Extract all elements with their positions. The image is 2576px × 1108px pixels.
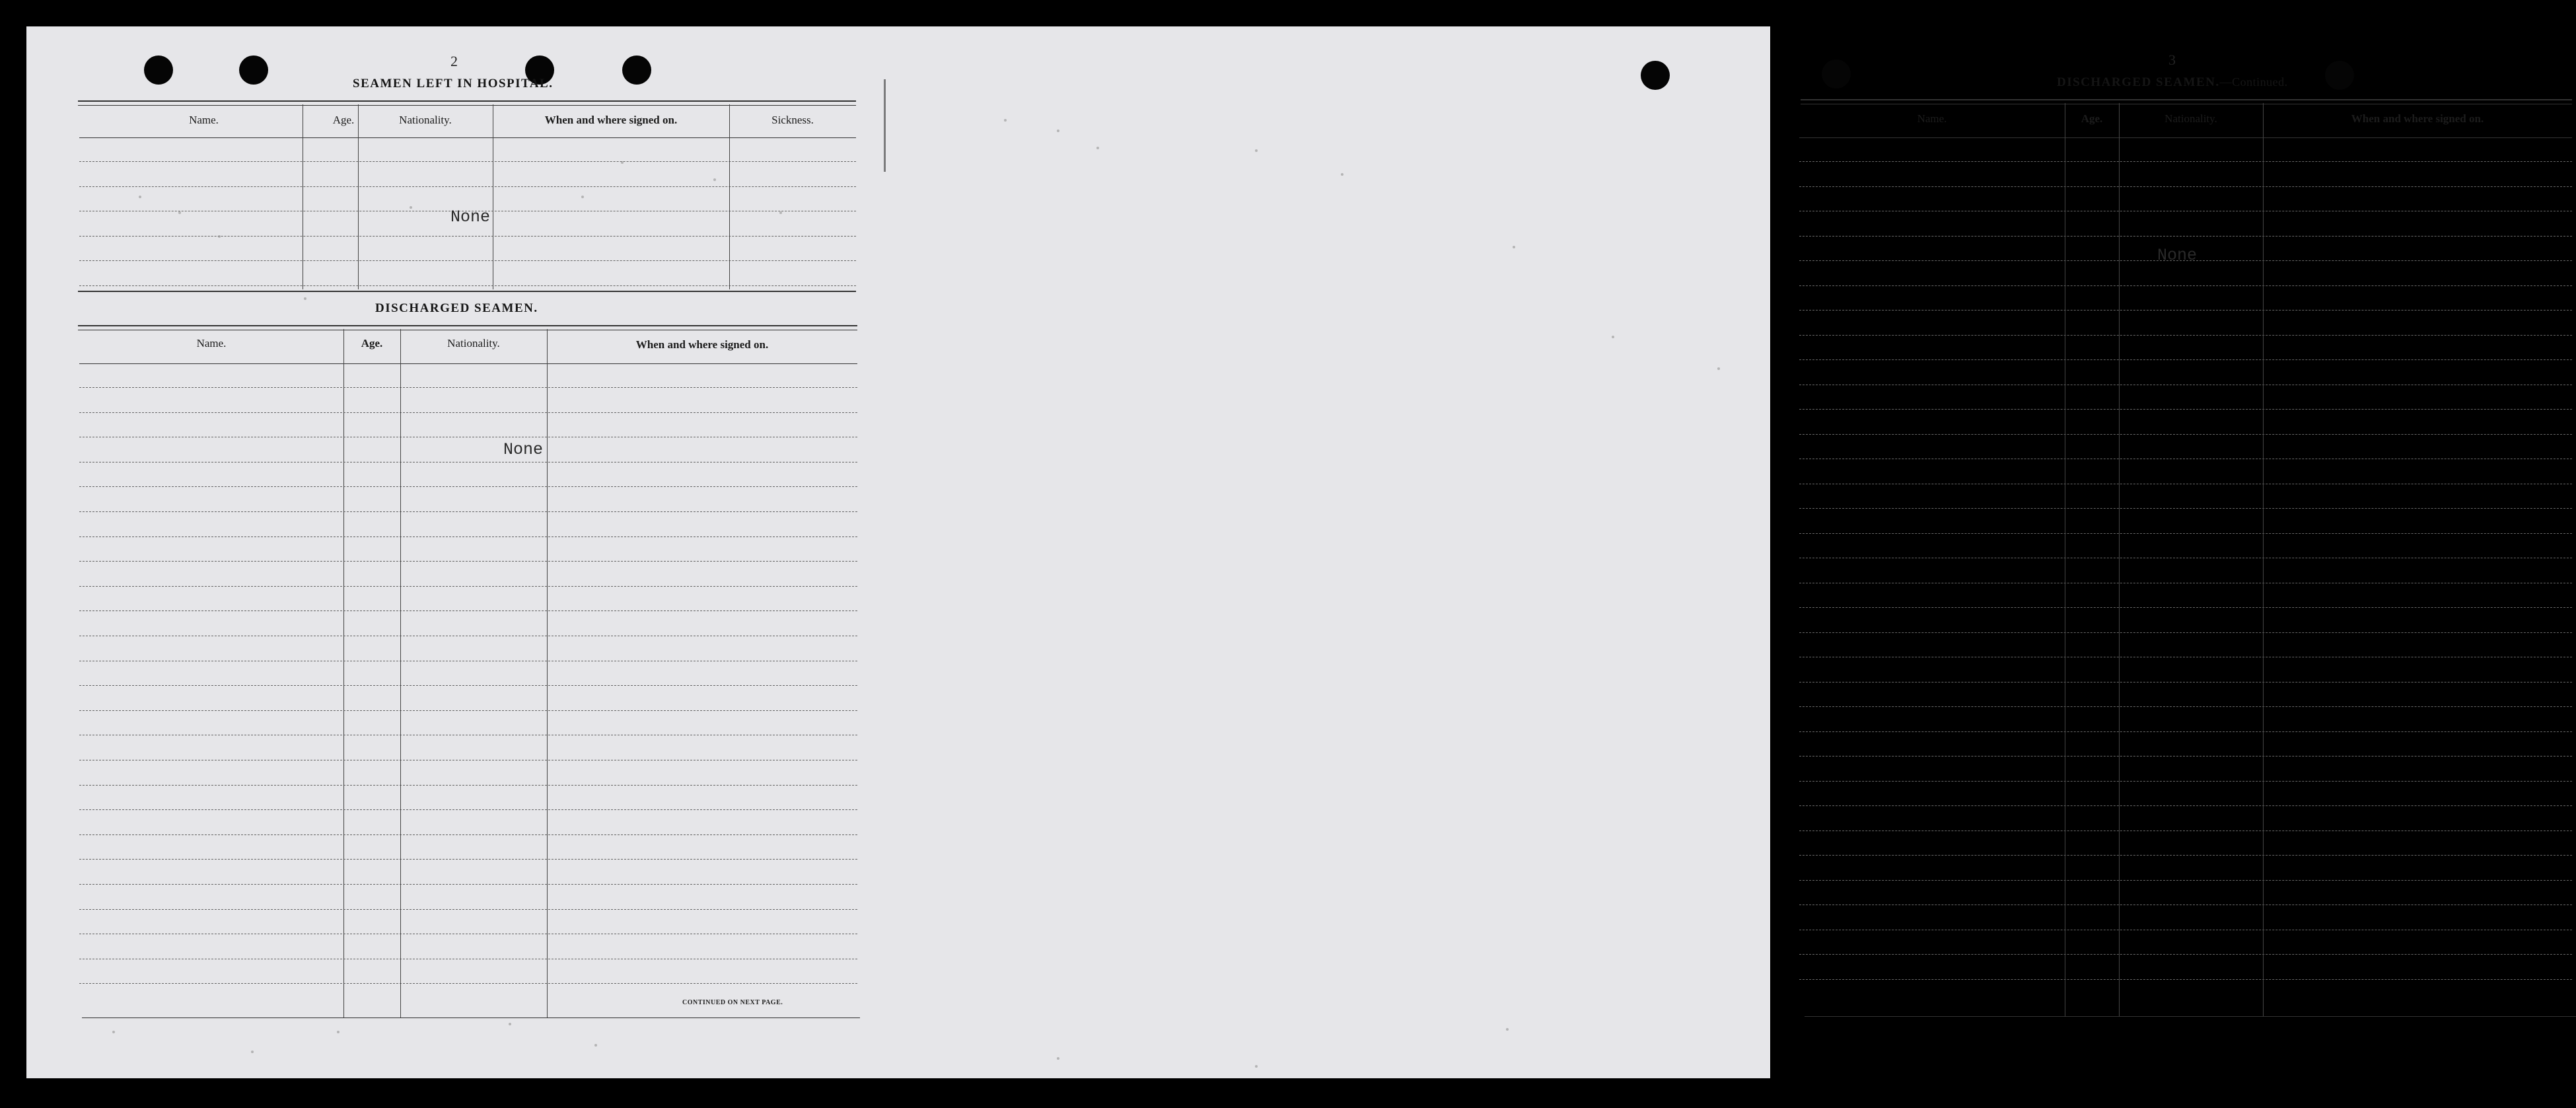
ruled-line: [1799, 954, 2572, 955]
ruled-line: [79, 983, 857, 984]
column-header-age: Age.: [361, 337, 383, 350]
punch-hole: [144, 55, 173, 85]
column-header-nationality: Nationality.: [2165, 112, 2217, 125]
column-header-name: Name.: [1917, 112, 1947, 125]
column-header-signed-on: When and where signed on.: [635, 338, 769, 351]
page-number: 3: [2168, 52, 2176, 68]
ruled-line: [79, 387, 857, 388]
column-divider: [547, 329, 548, 1017]
section-title-text: DISCHARGED SEAMEN.: [2057, 75, 2220, 89]
paper-speck: [581, 196, 584, 198]
column-divider: [358, 104, 359, 289]
footer-note: CONTINUED ON NEXT PAGE.: [682, 999, 783, 1006]
header-rule: [79, 363, 857, 364]
ruled-line: [1799, 359, 2572, 360]
document-sheet: [26, 26, 2484, 1078]
paper-speck: [1255, 149, 1258, 152]
ruled-line: [79, 536, 857, 537]
ruled-line: [79, 511, 857, 512]
right-page: [885, 26, 2484, 1078]
ruled-line: [79, 586, 857, 587]
paper-speck: [1004, 119, 1007, 122]
discharged-section-title: DISCHARGED SEAMEN.: [375, 301, 538, 315]
ruled-line: [1799, 756, 2572, 757]
ruled-line: [1799, 186, 2572, 187]
column-header-signed-on: When and where signed on.: [544, 114, 678, 126]
table-bottom-rule: [82, 1017, 860, 1018]
typed-entry-none: None: [2157, 246, 2198, 265]
ruled-line: [1799, 706, 2572, 707]
paper-speck: [304, 297, 306, 300]
ruled-line: [1799, 855, 2572, 856]
paper-speck: [779, 211, 782, 214]
column-divider: [400, 329, 401, 1017]
table-top-rule: [1801, 99, 2572, 104]
column-header-age: Age.: [332, 114, 355, 126]
header-rule: [79, 137, 856, 138]
ruled-line: [1799, 979, 2572, 980]
discharged-continued-title: [2057, 75, 2288, 90]
paper-speck: [1612, 336, 1614, 338]
ruled-line: [79, 909, 857, 910]
paper-speck: [410, 206, 412, 209]
punch-hole: [1641, 61, 1670, 90]
punch-hole: [622, 55, 651, 85]
punch-hole: [239, 55, 268, 85]
paper-speck: [112, 1031, 115, 1033]
ruled-line: [1799, 607, 2572, 608]
paper-speck: [621, 161, 624, 164]
paper-speck: [713, 178, 716, 181]
paper-speck: [1506, 1028, 1509, 1031]
ruled-line: [79, 161, 856, 162]
ruled-line: [1799, 508, 2572, 509]
ruled-line: [79, 285, 856, 286]
ruled-line: [1799, 285, 2572, 286]
ruled-line: [1799, 434, 2572, 435]
section-title-suffix: —Continued.: [2219, 75, 2288, 89]
ruled-line: [79, 710, 857, 711]
ruled-line: [79, 236, 856, 237]
left-page: [26, 26, 885, 1078]
paper-speck: [1057, 129, 1059, 132]
ruled-line: [1799, 781, 2572, 782]
paper-speck: [594, 1044, 597, 1047]
column-divider: [343, 329, 344, 1017]
paper-speck: [139, 196, 141, 198]
ruled-line: [1799, 161, 2572, 162]
column-header-nationality: Nationality.: [447, 337, 500, 350]
ruled-line: [79, 834, 857, 835]
ruled-line: [79, 809, 857, 810]
table-top-rule: [78, 100, 856, 106]
paper-speck: [1717, 367, 1720, 370]
ruled-line: [1799, 805, 2572, 806]
ruled-line: [1799, 409, 2572, 410]
column-header-age: Age.: [2081, 112, 2103, 125]
paper-speck: [1057, 1057, 1059, 1060]
ruled-line: [79, 859, 857, 860]
ruled-line: [1799, 731, 2572, 732]
table-top-rule: [78, 325, 857, 330]
paper-speck: [1096, 147, 1099, 149]
ruled-line: [79, 260, 856, 261]
column-header-name: Name.: [189, 114, 219, 126]
ruled-line: [79, 486, 857, 487]
column-divider: [2119, 103, 2120, 1016]
column-header-signed-on: When and where signed on.: [2351, 112, 2484, 125]
header-rule: [1799, 137, 2572, 138]
typed-entry-none: None: [450, 207, 491, 227]
paper-speck: [1255, 1065, 1258, 1068]
paper-speck: [251, 1051, 254, 1053]
paper-speck: [1513, 246, 1515, 248]
punch-hole: [1822, 59, 1851, 89]
paper-speck: [509, 1023, 511, 1025]
page-number: 2: [450, 53, 458, 69]
paper-speck: [218, 235, 221, 238]
ruled-line: [1799, 310, 2572, 311]
section-rule: [78, 291, 856, 292]
paper-speck: [178, 211, 181, 214]
column-header-nationality: Nationality.: [399, 114, 452, 126]
ruled-line: [1799, 335, 2572, 336]
ruled-line: [1799, 632, 2572, 633]
ruled-line: [79, 785, 857, 786]
ruled-line: [79, 412, 857, 413]
column-header-name: Name.: [196, 337, 227, 350]
ruled-line: [79, 884, 857, 885]
column-header-sickness: Sickness.: [771, 114, 814, 126]
ruled-line: [1799, 682, 2572, 683]
column-divider: [729, 104, 730, 289]
ruled-line: [1799, 236, 2572, 237]
ruled-line: [1799, 880, 2572, 881]
typed-entry-none: None: [503, 440, 544, 459]
column-divider: [2263, 103, 2264, 1016]
punch-hole: [2325, 61, 2354, 90]
ruled-line: [79, 685, 857, 686]
hospital-section-title: SEAMEN LEFT IN HOSPITAL.: [353, 77, 554, 91]
paper-speck: [1341, 173, 1343, 176]
paper-speck: [337, 1031, 340, 1033]
table-bottom-rule: [1805, 1016, 2576, 1017]
ruled-line: [79, 561, 857, 562]
ruled-line: [79, 186, 856, 187]
ruled-line: [79, 610, 857, 611]
ruled-line: [1799, 533, 2572, 534]
